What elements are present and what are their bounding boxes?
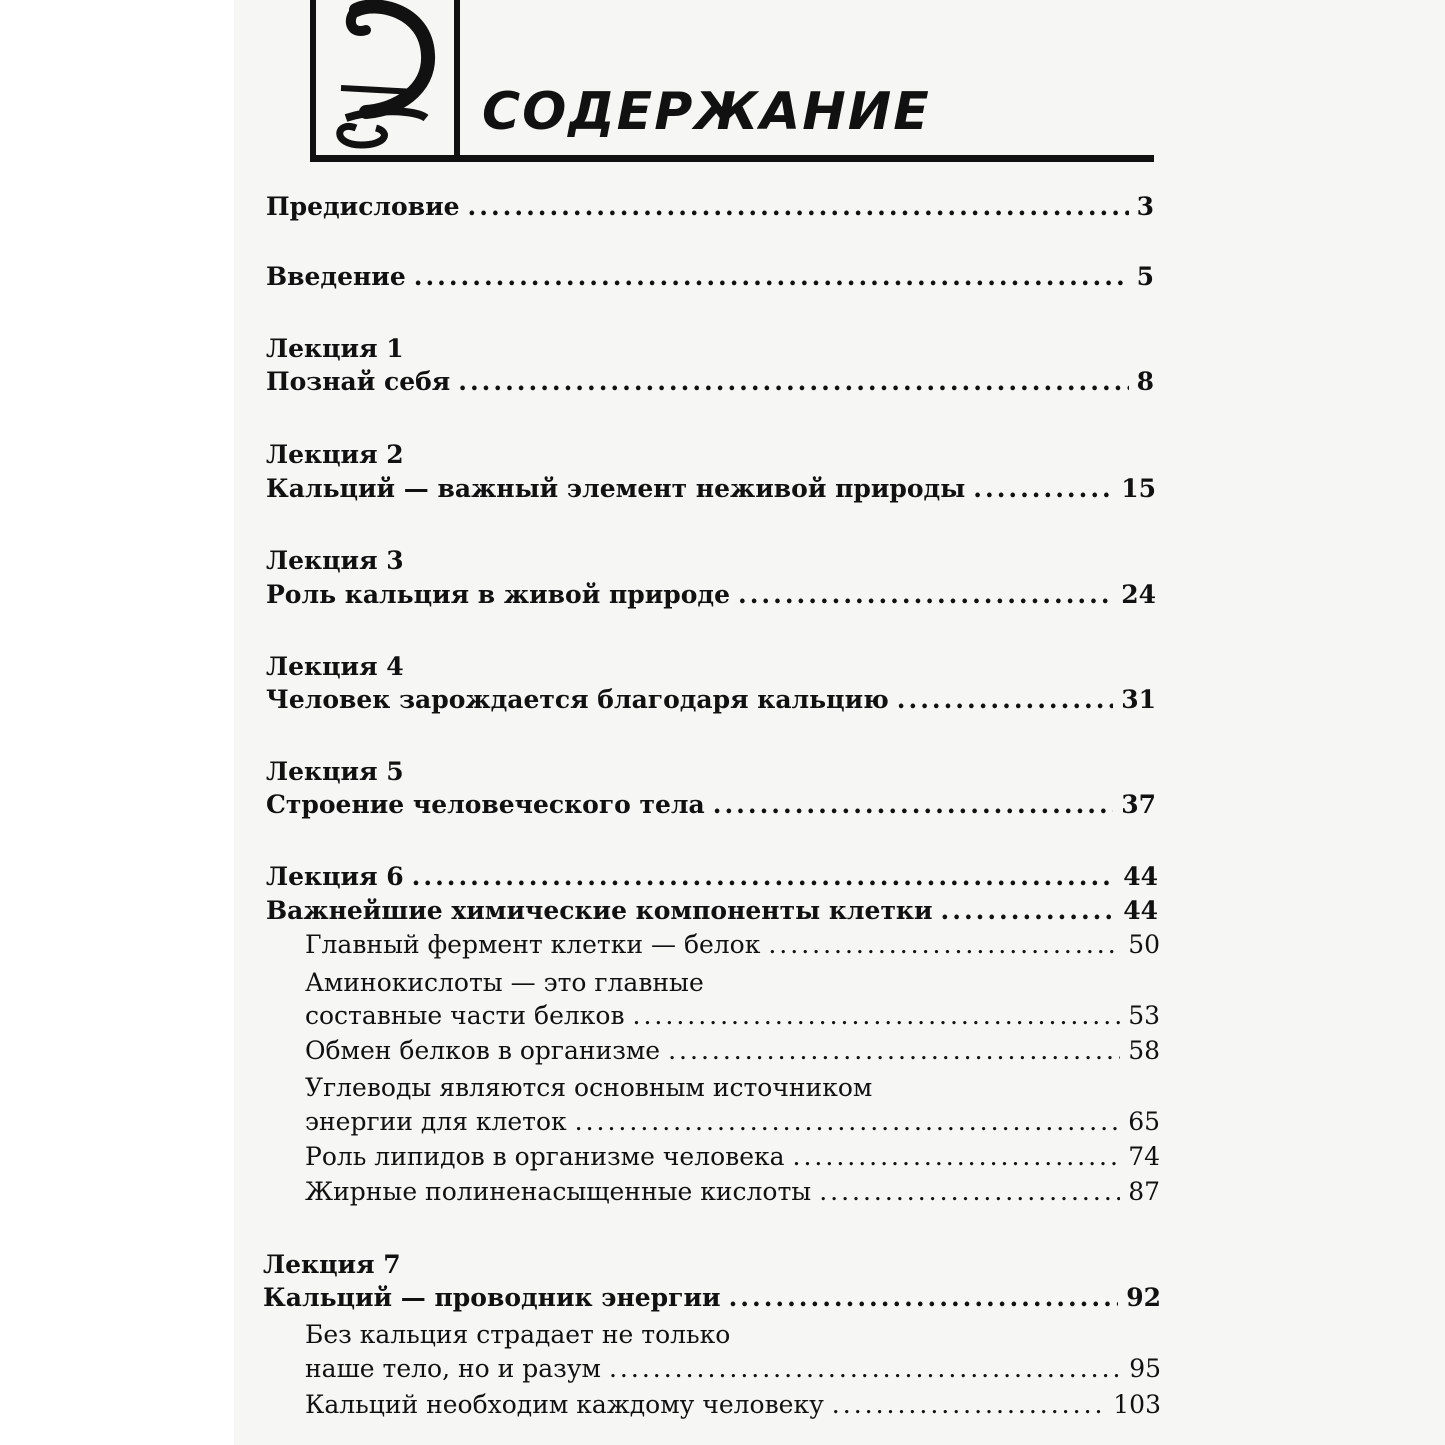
toc-subentry-line: Аминокислоты — это главные [305,968,704,997]
toc-entry-label: наше тело, но и разум [305,1354,601,1383]
lecture-5-heading: Лекция 5 [266,757,404,786]
toc-entry-intro [266,262,1154,291]
toc-entry-page: 65 [1128,1107,1160,1136]
toc-entry-label: Кальций необходим каждому человеку [305,1390,824,1419]
dot-leader [414,262,1129,291]
toc-entry-lecture-7 [263,1283,1161,1312]
lecture-3-heading: Лекция 3 [266,546,404,575]
dot-leader [819,1177,1120,1206]
dot-leader [575,1107,1121,1136]
dot-leader [768,930,1120,959]
toc-entry-page: 53 [1128,1001,1160,1030]
toc-subentry [305,1142,1160,1171]
toc-entry-page: 5 [1136,262,1154,291]
toc-entry-page: 95 [1129,1354,1161,1383]
toc-entry-page: 74 [1128,1142,1160,1171]
toc-entry-page: 15 [1121,474,1156,503]
toc-entry-label: Человек зарождается благодаря кальцию [266,685,889,714]
toc-entry-label: Роль кальция в живой природе [266,580,731,609]
toc-entry-page: 24 [1121,580,1156,609]
toc-entry-page: 103 [1113,1390,1161,1419]
toc-entry-label: Познай себя [266,367,451,396]
toc-subentry [305,1107,1160,1136]
toc-entry-page: 44 [1123,896,1158,925]
lecture-1-heading: Лекция 1 [266,334,404,363]
lecture-7-heading: Лекция 7 [263,1250,401,1279]
toc-subentry [305,1354,1161,1383]
toc-entry-label: составные части белков [305,1001,625,1030]
lecture-2-heading: Лекция 2 [266,440,404,469]
dot-leader [713,790,1113,819]
toc-entry-lecture-4 [266,685,1156,714]
toc-entry-label: Обмен белков в организме [305,1036,661,1065]
dot-leader [633,1001,1121,1030]
dot-leader [832,1390,1105,1419]
dot-leader [412,862,1116,891]
dot-leader [897,685,1113,714]
toc-entry-lecture-2 [266,474,1156,503]
dot-leader [729,1283,1119,1312]
toc-entry-page: 58 [1128,1036,1160,1065]
medical-emblem-logo [310,0,460,162]
toc-entry-label: Кальций — проводник энергии [263,1283,721,1312]
lecture-4-heading: Лекция 4 [266,652,404,681]
toc-entry-lecture-1 [266,367,1154,396]
toc-subentry [305,1390,1161,1419]
dot-leader [973,474,1113,503]
toc-entry-label: энергии для клеток [305,1107,567,1136]
toc-entry-label: Лекция 6 [266,862,404,891]
toc-subentry [305,1036,1160,1065]
dot-leader [738,580,1113,609]
toc-entry-label: Жирные полиненасыщенные кислоты [305,1177,812,1206]
toc-entry-preface [266,192,1154,221]
toc-entry-label: Предисловие [266,192,460,221]
title-divider [310,155,1154,162]
toc-entry-page: 87 [1128,1177,1160,1206]
toc-entry-page: 3 [1136,192,1154,221]
toc-entry-lecture-5 [266,790,1156,819]
lecture-6-heading [266,862,1158,891]
dot-leader [458,367,1128,396]
dot-leader [941,896,1116,925]
toc-subentry [305,1177,1160,1206]
dot-leader [793,1142,1121,1171]
toc-subentry-line: Без кальция страдает не только [305,1320,731,1349]
toc-entry-page: 50 [1128,930,1160,959]
toc-subentry [305,1001,1160,1030]
toc-entry-lecture-3 [266,580,1156,609]
toc-entry-page: 44 [1123,862,1158,891]
serpent-bowl-icon [316,0,454,162]
toc-subentry-line: Углеводы являются основным источником [305,1073,873,1102]
page-title: СОДЕРЖАНИЕ [482,82,931,142]
toc-entry-label: Кальций — важный элемент неживой природы [266,474,966,503]
dot-leader [668,1036,1120,1065]
toc-entry-label: Главный фермент клетки — белок [305,930,761,959]
toc-entry-page: 92 [1126,1283,1161,1312]
dot-leader [468,192,1129,221]
dot-leader [609,1354,1121,1383]
toc-entry-label: Введение [266,262,406,291]
toc-entry-page: 37 [1121,790,1156,819]
toc-entry-label: Важнейшие химические компоненты клетки [266,896,933,925]
toc-entry-page: 31 [1121,685,1156,714]
toc-entry-label: Роль липидов в организме человека [305,1142,785,1171]
toc-subentry [305,930,1160,959]
toc-entry-page: 8 [1136,367,1154,396]
toc-entry-label: Строение человеческого тела [266,790,705,819]
toc-entry-lecture-6 [266,896,1158,925]
